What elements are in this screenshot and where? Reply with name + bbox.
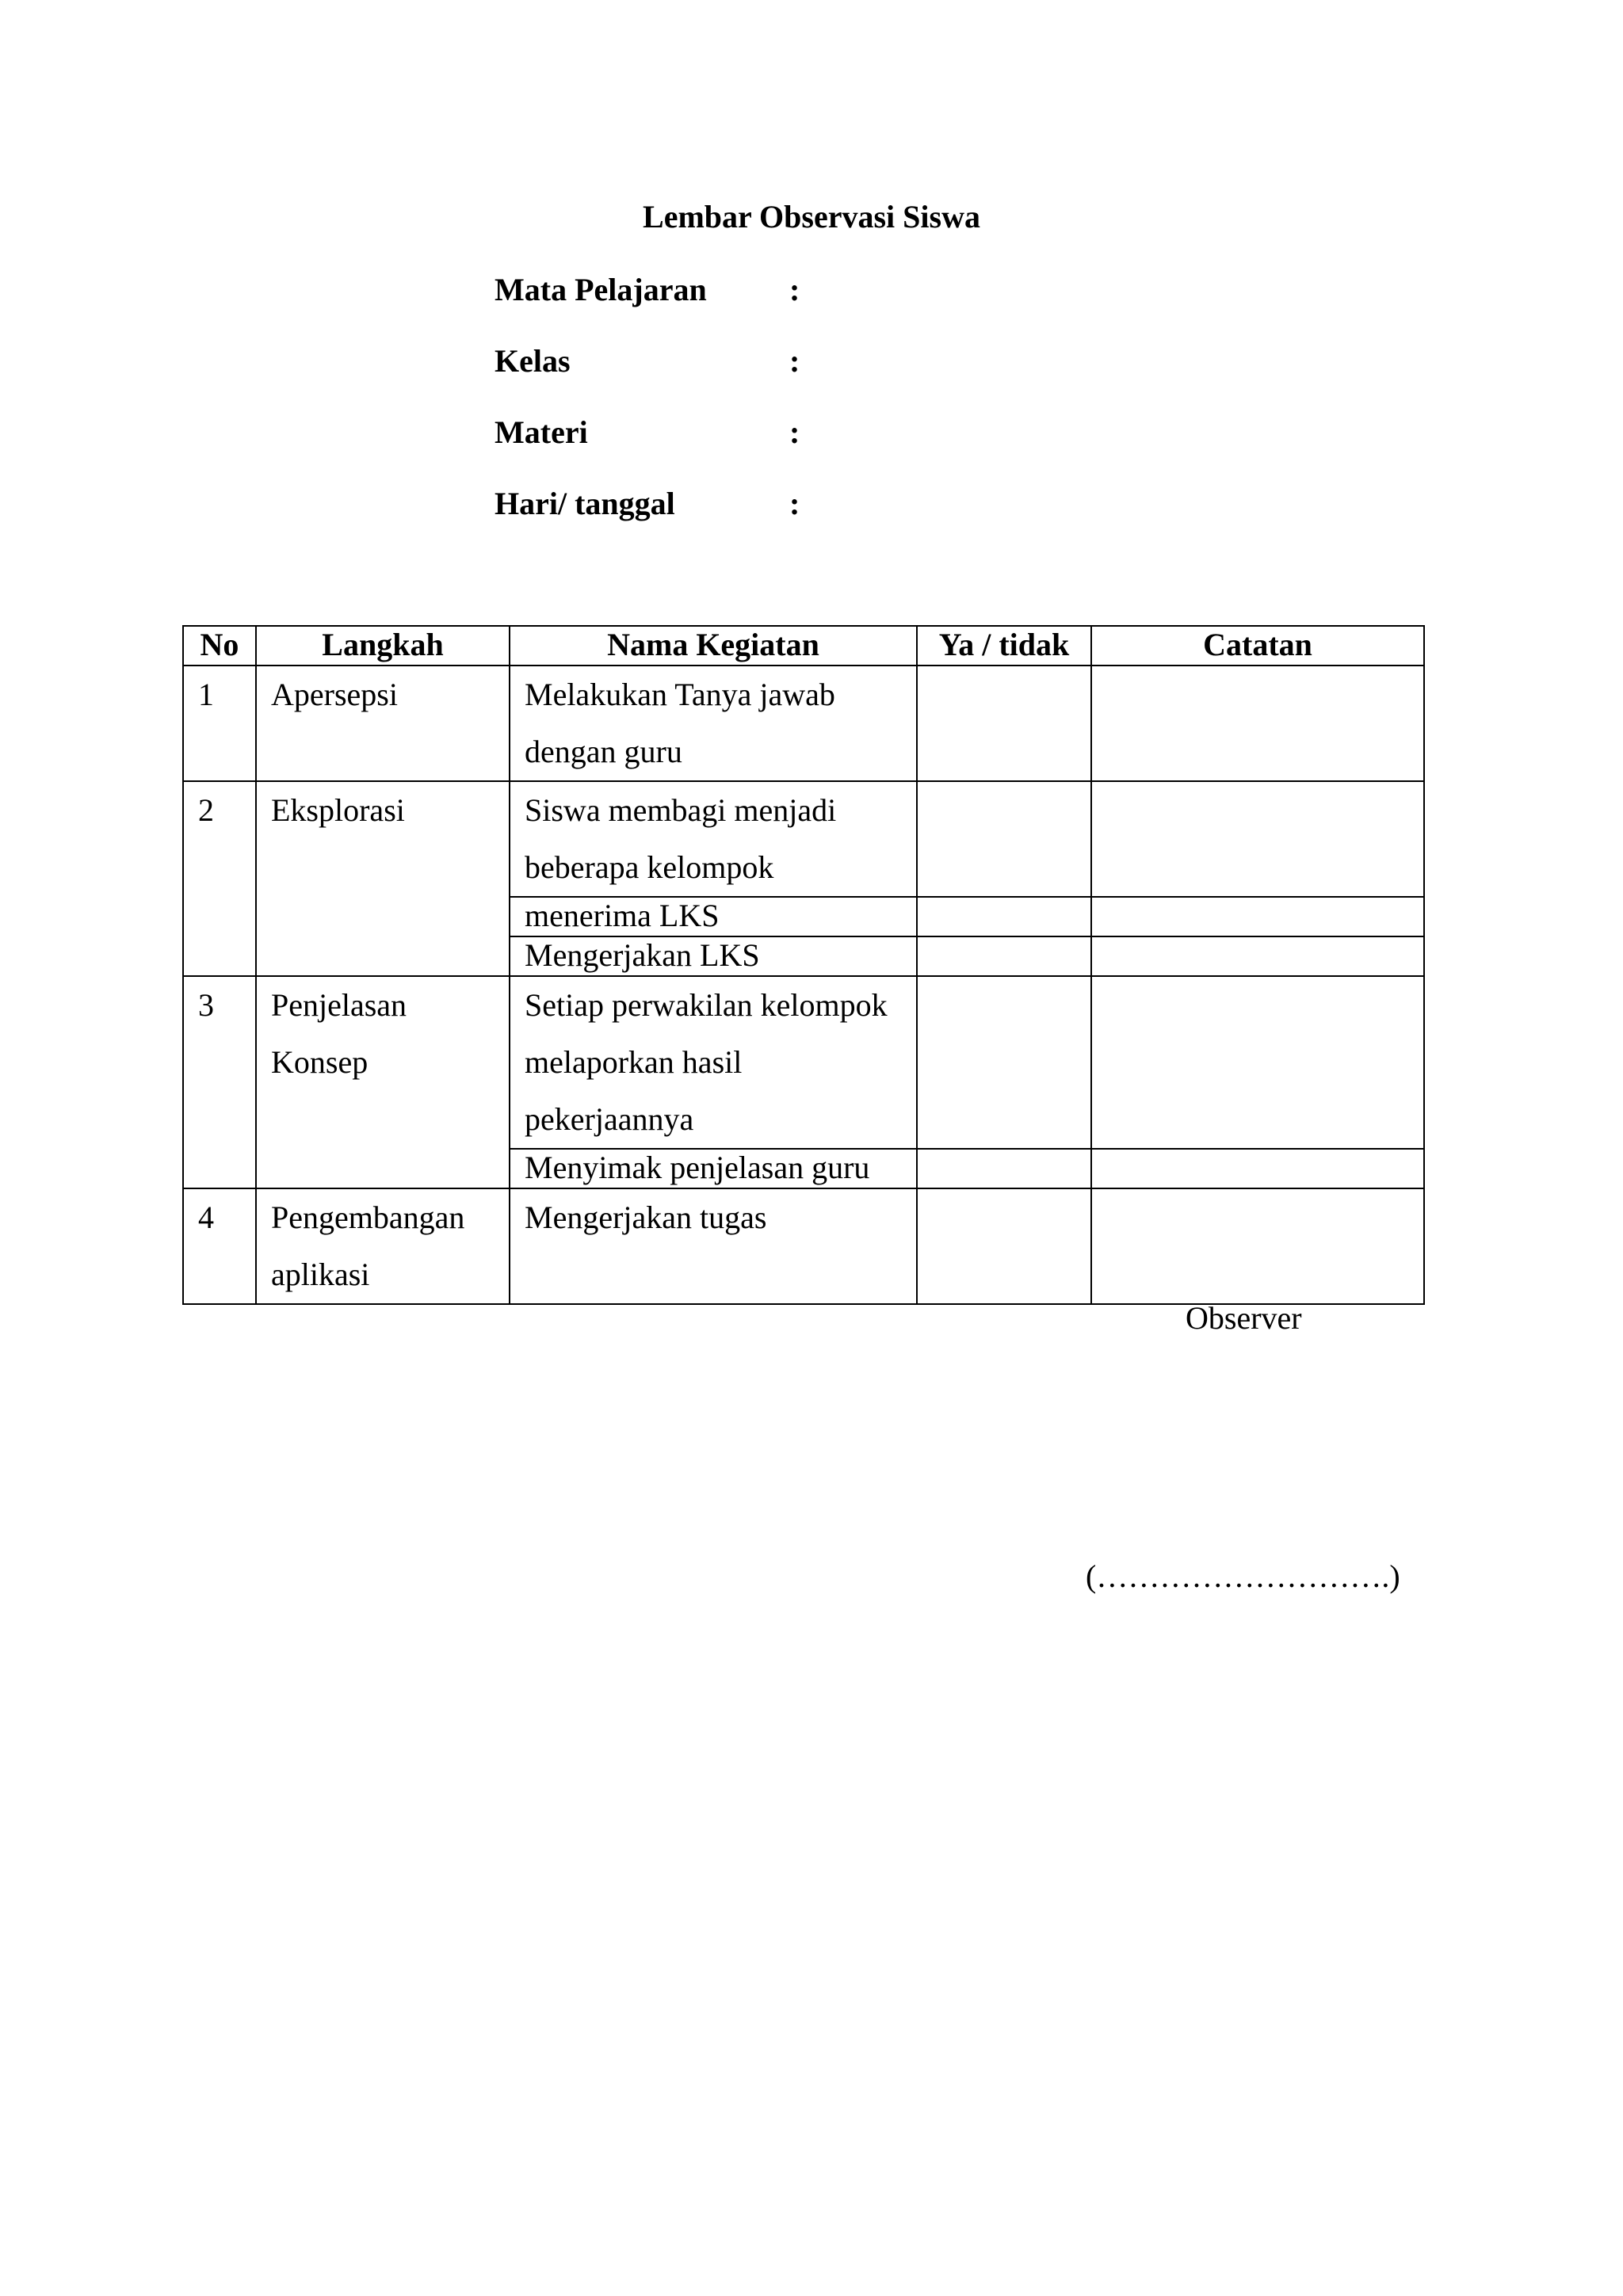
kegiatan-line: melaporkan hasil xyxy=(525,1044,743,1080)
field-label: Mata Pelajaran xyxy=(495,272,707,307)
field-colon: : xyxy=(789,414,800,450)
observation-table xyxy=(182,625,1425,1305)
field-kelas xyxy=(495,339,800,383)
row-kegiatan xyxy=(510,976,917,1149)
row-ya-tidak-cell[interactable] xyxy=(917,781,1091,897)
table-row xyxy=(183,666,1424,781)
row-langkah xyxy=(256,976,510,1188)
header-ya-tidak: Ya / tidak xyxy=(917,626,1091,666)
row-kegiatan: Mengerjakan LKS xyxy=(510,936,917,976)
field-label: Kelas xyxy=(495,343,571,379)
row-ya-tidak-cell[interactable] xyxy=(917,976,1091,1149)
langkah-line: aplikasi xyxy=(271,1257,370,1292)
row-kegiatan xyxy=(510,781,917,897)
kegiatan-line: beberapa kelompok xyxy=(525,849,774,885)
kegiatan-line: Siswa membagi menjadi xyxy=(525,792,837,828)
observer-label: Observer xyxy=(1186,1300,1302,1336)
row-no: 3 xyxy=(183,976,256,1188)
field-colon: : xyxy=(789,486,800,521)
header-catatan: Catatan xyxy=(1091,626,1424,666)
row-no: 2 xyxy=(183,781,256,976)
row-catatan-cell[interactable] xyxy=(1091,781,1424,897)
header-langkah: Langkah xyxy=(256,626,510,666)
table-row xyxy=(183,976,1424,1149)
row-no: 4 xyxy=(183,1188,256,1304)
field-materi xyxy=(495,410,800,455)
row-kegiatan: Menyimak penjelasan guru xyxy=(510,1149,917,1188)
row-kegiatan xyxy=(510,666,917,781)
table-row xyxy=(183,781,1424,897)
kegiatan-line: Mengerjakan tugas xyxy=(525,1199,767,1235)
kegiatan-line: Melakukan Tanya jawab xyxy=(525,677,835,712)
row-catatan-cell[interactable] xyxy=(1091,897,1424,936)
field-mata-pelajaran xyxy=(495,268,800,312)
row-ya-tidak-cell[interactable] xyxy=(917,666,1091,781)
row-kegiatan: menerima LKS xyxy=(510,897,917,936)
langkah-line: Pengembangan xyxy=(271,1199,465,1235)
row-kegiatan xyxy=(510,1188,917,1304)
row-ya-tidak-cell[interactable] xyxy=(917,1149,1091,1188)
row-ya-tidak-cell[interactable] xyxy=(917,1188,1091,1304)
row-langkah: Eksplorasi xyxy=(256,781,510,976)
row-catatan-cell[interactable] xyxy=(1091,936,1424,976)
row-ya-tidak-cell[interactable] xyxy=(917,936,1091,976)
row-catatan-cell[interactable] xyxy=(1091,666,1424,781)
field-label: Materi xyxy=(495,414,588,450)
langkah-line: Konsep xyxy=(271,1044,369,1080)
table-header-row xyxy=(183,626,1424,666)
row-ya-tidak-cell[interactable] xyxy=(917,897,1091,936)
row-no: 1 xyxy=(183,666,256,781)
kegiatan-line: Setiap perwakilan kelompok xyxy=(525,987,888,1023)
row-catatan-cell[interactable] xyxy=(1091,1149,1424,1188)
field-colon: : xyxy=(789,343,800,379)
kegiatan-line: dengan guru xyxy=(525,734,682,769)
document-title: Lembar Observasi Siswa xyxy=(643,199,980,235)
header-nama-kegiatan: Nama Kegiatan xyxy=(510,626,917,666)
signature-line: (……………………….) xyxy=(1086,1558,1400,1594)
row-langkah: Apersepsi xyxy=(256,666,510,781)
langkah-line: Penjelasan xyxy=(271,987,407,1023)
row-langkah xyxy=(256,1188,510,1304)
row-catatan-cell[interactable] xyxy=(1091,1188,1424,1304)
kegiatan-line: pekerjaannya xyxy=(525,1101,694,1137)
row-catatan-cell[interactable] xyxy=(1091,976,1424,1149)
table-row xyxy=(183,1188,1424,1304)
header-no: No xyxy=(183,626,256,666)
field-colon: : xyxy=(789,272,800,307)
field-hari-tanggal xyxy=(495,482,800,526)
field-label: Hari/ tanggal xyxy=(495,486,675,521)
